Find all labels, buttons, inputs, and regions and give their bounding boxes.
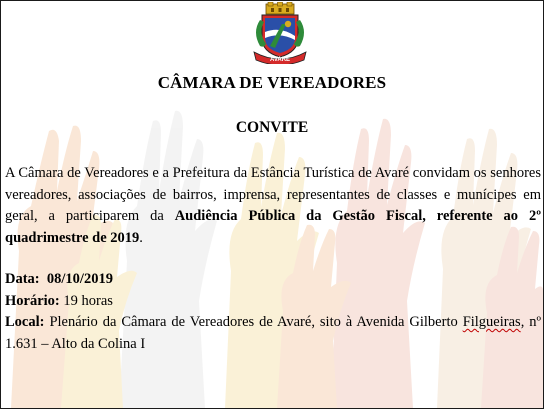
paragraph-intro: A Câmara de Vereadores e a Prefeitura da Estância Turística de Avaré convidam os senhores vereadores, associações de bairros, imprensa, representantes de classes e munícipes em geral, a participarem da <box>5 165 541 225</box>
place-value-part1: Plenário da Câmara de Vereadores de Avaré, sito à Avenida Gilberto <box>49 314 463 330</box>
place-street-name: Filgueiras <box>462 314 521 330</box>
mural-crown-icon <box>266 2 294 14</box>
date-label: Data: <box>5 271 40 287</box>
svg-text:AVARÉ: AVARÉ <box>269 57 291 63</box>
page-title: CÂMARA DE VEREADORES <box>157 73 387 92</box>
time-label: Horário: <box>5 292 60 309</box>
time-value: 19 horas <box>63 292 113 309</box>
invitation-paragraph <box>5 163 541 250</box>
hand-shape <box>119 111 217 408</box>
coat-of-arms-logo <box>248 2 312 64</box>
place-label: Local: <box>5 314 45 330</box>
shield-icon <box>262 15 298 57</box>
place-value-part2: , nº 1.631 – Alto da Colina I <box>5 314 542 352</box>
time-row <box>5 291 541 313</box>
invitation-heading: CONVITE <box>235 119 309 136</box>
event-details <box>5 269 541 355</box>
date-value: 08/10/2019 <box>46 271 113 287</box>
date-row <box>5 269 541 291</box>
paragraph-highlight: Audiência Pública da Gestão Fiscal, referente ao 2º quadrimestre de 2019 <box>5 208 541 247</box>
place-row <box>5 312 541 355</box>
paragraph-end: . <box>139 230 143 247</box>
